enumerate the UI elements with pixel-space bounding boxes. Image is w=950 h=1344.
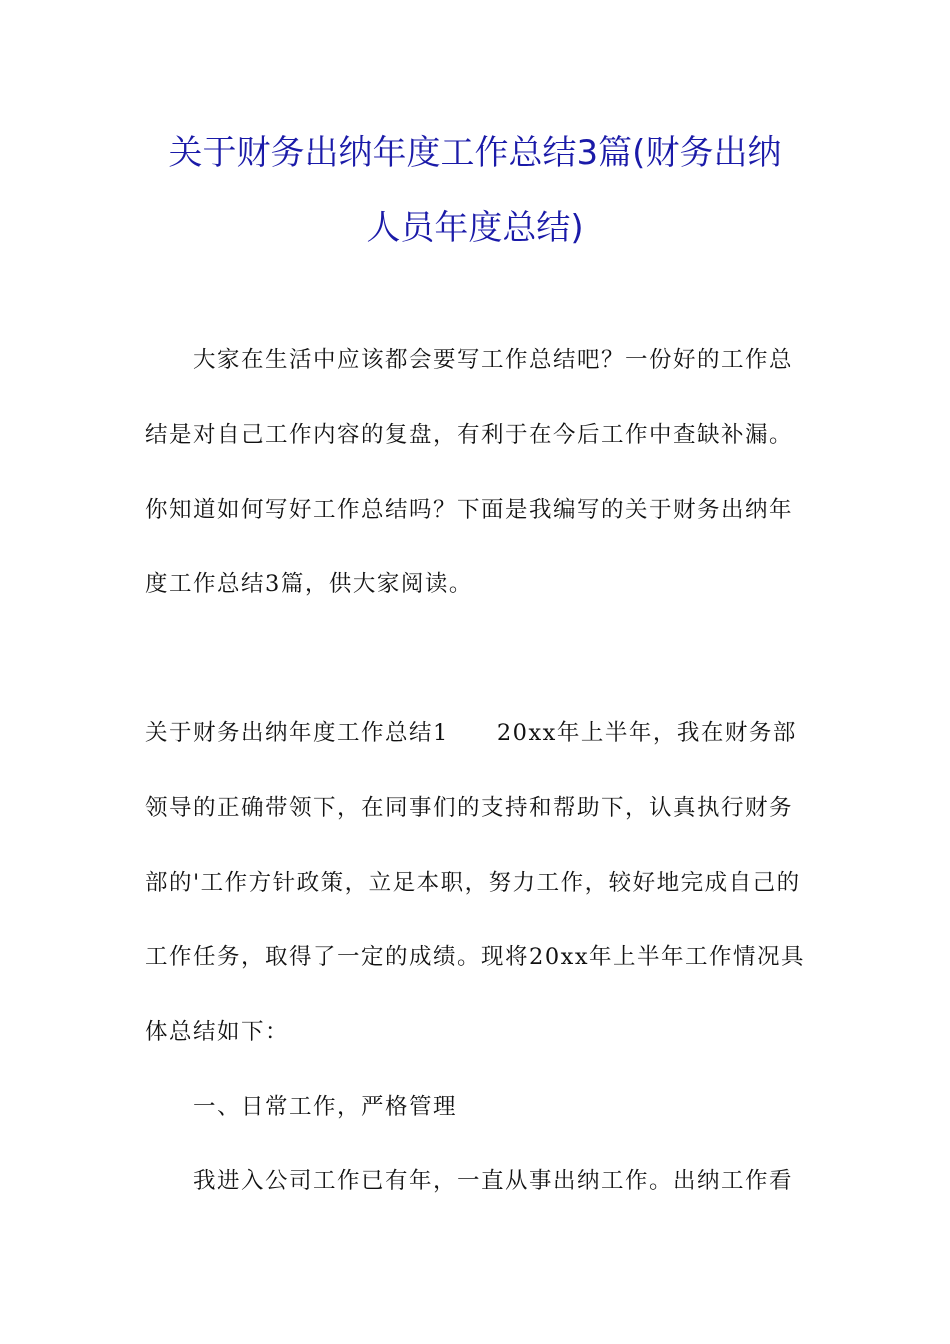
section-line: 部的'工作方针政策，立足本职，努力工作，较好地完成自己的 [145, 870, 801, 896]
document-title-line-1: 关于财务出纳年度工作总结3篇(财务出纳 [168, 133, 782, 173]
intro-line: 大家在生活中应该都会要写工作总结吧？一份好的工作总 [193, 347, 794, 373]
paragraph-line: 我进入公司工作已有年，一直从事出纳工作。出纳工作看 [193, 1168, 794, 1194]
subheading: 一、日常工作，严格管理 [193, 1094, 458, 1120]
section-line: 体总结如下： [145, 1019, 290, 1045]
intro-line: 度工作总结3篇，供大家阅读。 [145, 571, 473, 597]
document-title-line-2: 人员年度总结) [366, 208, 584, 248]
intro-line: 你知道如何写好工作总结吗？下面是我编写的关于财务出纳年 [145, 497, 794, 523]
intro-line: 结是对自己工作内容的复盘，有利于在今后工作中查缺补漏。 [145, 422, 794, 448]
section-line: 关于财务出纳年度工作总结1 20xx年上半年，我在财务部 [145, 720, 797, 746]
section-line: 工作任务，取得了一定的成绩。现将20xx年上半年工作情况具 [145, 944, 806, 970]
section-line: 领导的正确带领下，在同事们的支持和帮助下，认真执行财务 [145, 795, 794, 821]
